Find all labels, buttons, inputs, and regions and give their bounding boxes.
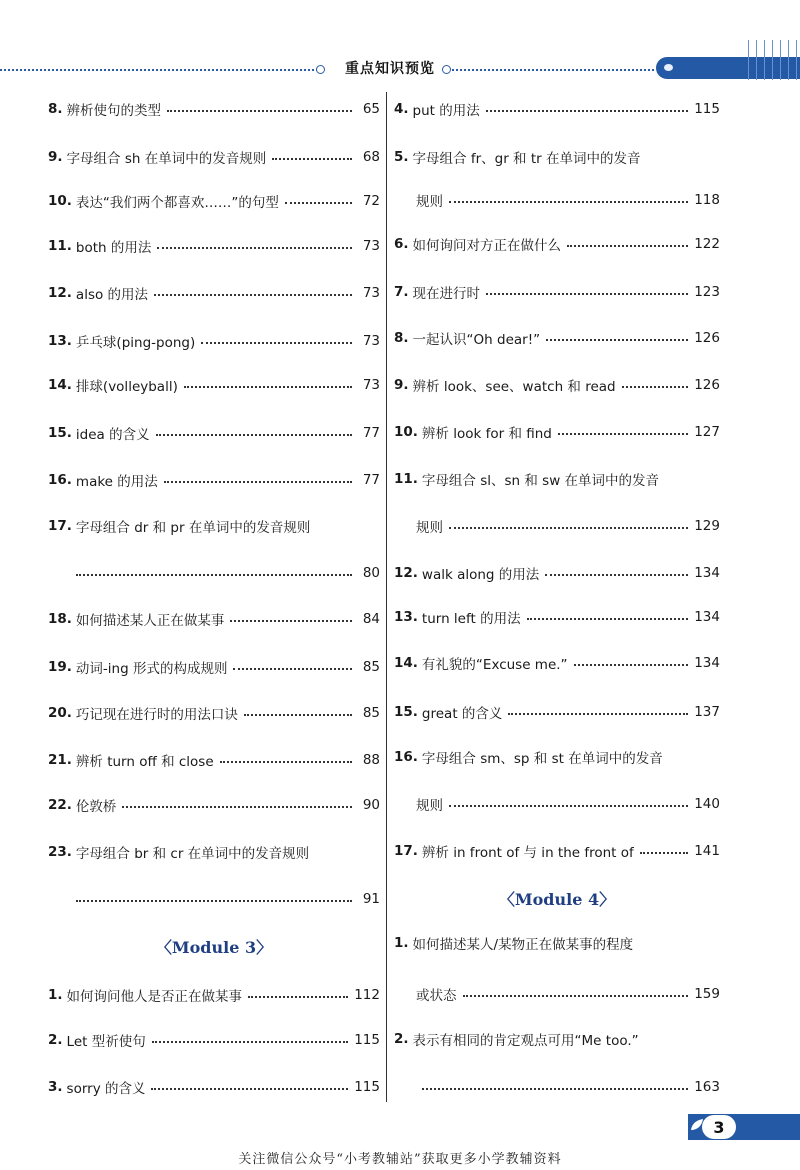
footer-note: 关注微信公众号“小考教辅站”获取更多小学教辅资料 [238,1152,562,1167]
toc-entry[interactable] [48,189,380,213]
toc-entry-page: 85 [362,705,380,721]
toc-entry-page: 90 [362,797,380,813]
dot-leader [545,574,688,576]
toc-entry-page: 129 [694,518,720,534]
toc-entry-page: 85 [362,659,380,675]
toc-entry-page: 84 [362,611,380,627]
toc-entry-page: 115 [694,101,720,117]
toc-entry-page: 134 [694,565,720,581]
dot-leader [122,806,352,808]
toc-entry-page: 77 [362,425,380,441]
toc-entry[interactable] [394,420,720,444]
dot-leader [449,527,688,529]
toc-entry[interactable] [394,931,720,955]
toc-entry-title: 字母组合 fr、gr 和 tr 在单词中的发音 [412,151,641,167]
dot-leader [449,201,688,203]
toc-entry[interactable] [48,373,380,397]
toc-entry-continuation[interactable] [48,887,380,911]
toc-entry-page: 123 [694,284,720,300]
toc-entry[interactable] [48,468,380,492]
toc-entry-number: 15. [394,704,418,720]
header-title: 重点知识预览 [345,61,435,77]
toc-entry-title: make 的用法 [75,474,158,490]
toc-entry-title: 如何询问对方正在做什么 [412,238,562,254]
toc-entry-number: 11. [48,238,72,254]
toc-entry-continuation[interactable] [394,514,720,538]
toc-entry-title: also 的用法 [75,287,149,303]
toc-entry-number: 15. [48,425,72,441]
toc-entry-title: 表达“我们两个都喜欢……”的句型 [75,195,279,211]
toc-entry[interactable] [48,97,380,121]
toc-entry[interactable] [394,373,720,397]
dot-leader [76,900,352,902]
toc-entry[interactable] [394,700,720,724]
toc-entry[interactable] [394,745,720,769]
toc-entry-number: 14. [48,377,72,393]
toc-entry-title: 表示有相同的肯定观点可用“Me too.” [412,1033,639,1049]
toc-entry-number: 13. [48,333,72,349]
toc-entry[interactable] [394,605,720,629]
page-number: 3 [702,1115,736,1139]
dot-leader [486,293,688,295]
dot-leader [156,434,352,436]
dot-leader [152,1041,349,1043]
dot-leader [244,714,352,716]
toc-entry-number: 17. [394,843,418,859]
toc-entry-page: 137 [694,704,720,720]
toc-entry[interactable] [48,1028,380,1052]
toc-entry[interactable] [48,514,380,538]
toc-entry-continuation[interactable] [394,188,720,212]
module-heading: 〈Module 3〉 [155,938,273,957]
dot-leader [422,1088,688,1090]
toc-entry-number: 14. [394,655,418,671]
toc-entry-continuation[interactable] [394,1075,720,1099]
toc-entry[interactable] [394,232,720,256]
dot-leader [558,433,688,435]
toc-entry-title: both 的用法 [75,240,152,256]
dot-leader [220,761,352,763]
toc-entry-page: 115 [354,1079,380,1095]
toc-entry-number: 23. [48,844,72,860]
header-circle-left [316,65,325,74]
toc-entry-number: 9. [48,149,63,165]
toc-entry[interactable] [48,1075,380,1099]
toc-entry-title: 规则 [416,520,443,536]
toc-entry-number: 12. [48,285,72,301]
toc-entry-title: 如何描述某人正在做某事 [75,613,225,629]
toc-entry-number: 2. [394,1031,409,1047]
toc-entry-number: 6. [394,236,409,252]
toc-entry[interactable] [48,655,380,679]
toc-entry-page: 159 [694,986,720,1002]
dot-leader [154,294,352,296]
toc-entry-page: 73 [362,333,380,349]
toc-entry-page: 88 [362,752,380,768]
toc-entry-number: 2. [48,1032,63,1048]
toc-entry-number: 13. [394,609,418,625]
dot-leader [640,852,688,854]
dot-leader [486,110,688,112]
toc-entry-number: 1. [48,987,63,1003]
toc-entry[interactable] [48,607,380,631]
dot-leader [230,620,352,622]
toc-entry-title: 或状态 [416,988,457,1004]
toc-entry-number: 18. [48,611,72,627]
toc-entry-title: 字母组合 br 和 cr 在单词中的发音规则 [75,846,310,862]
toc-entry-title: 如何询问他人是否正在做某事 [66,989,243,1005]
toc-entry-number: 10. [48,193,72,209]
toc-entry-title: 字母组合 sl、sn 和 sw 在单词中的发音 [421,473,660,489]
toc-entry-number: 3. [48,1079,63,1095]
toc-entry[interactable] [394,839,720,863]
toc-entry[interactable] [394,467,720,491]
toc-entry-title: 乒乓球(ping-pong) [75,335,196,351]
toc-entry-number: 4. [394,101,409,117]
toc-entry-title: 如何描述某人/某物正在做某事的程度 [412,937,634,953]
toc-entry-page: 68 [362,149,380,165]
toc-entry-title: 辨析 in front of 与 in the front of [421,845,634,861]
header-circle-right [442,65,451,74]
toc-entry-page: 126 [694,330,720,346]
toc-entry-number: 22. [48,797,72,813]
page-header [0,0,800,90]
toc-entry[interactable] [48,421,380,445]
header-dotted-line-right [452,69,654,71]
toc-entry-page: 91 [362,891,380,907]
toc-entry-number: 19. [48,659,72,675]
toc-entry-number: 20. [48,705,72,721]
toc-entry-number: 8. [394,330,409,346]
toc-entry-title: 巧记现在进行时的用法口诀 [75,707,238,723]
toc-entry-page: 122 [694,236,720,252]
toc-entry-continuation[interactable] [394,792,720,816]
toc-entry[interactable] [394,280,720,304]
toc-entry-title: 动词-ing 形式的构成规则 [75,661,228,677]
toc-entry-title: 辨析 turn off 和 close [75,754,214,770]
dot-leader [201,342,352,344]
toc-entry-number: 11. [394,471,418,487]
toc-entry-page: 77 [362,472,380,488]
module-heading: 〈Module 4〉 [498,890,616,909]
header-stripes [748,40,800,80]
toc-entry-number: 7. [394,284,409,300]
toc-entry-page: 80 [362,565,380,581]
toc-entry-page: 163 [694,1079,720,1095]
dot-leader [527,618,689,620]
toc-entry[interactable] [394,1027,720,1051]
dot-leader [508,713,688,715]
toc-entry-page: 118 [694,192,720,208]
dot-leader [546,339,688,341]
toc-entry-title: 辨析使句的类型 [66,103,162,119]
toc-entry[interactable] [394,651,720,675]
toc-entry-title: 有礼貌的“Excuse me.” [421,657,568,673]
toc-entry-title: great 的含义 [421,706,503,722]
toc-entry-title: walk along 的用法 [421,567,540,583]
toc-entry-number: 8. [48,101,63,117]
toc-entry[interactable] [48,701,380,725]
toc-entry[interactable] [48,748,380,772]
toc-entry-number: 10. [394,424,418,440]
toc-entry-number: 21. [48,752,72,768]
toc-entry-page: 65 [362,101,380,117]
toc-entry-title: 辨析 look、see、watch 和 read [412,379,616,395]
dot-leader [167,110,352,112]
dot-leader [164,481,352,483]
toc-entry[interactable] [48,234,380,258]
toc-entry-title: 规则 [416,798,443,814]
toc-entry[interactable] [48,281,380,305]
toc-entry-number: 1. [394,935,409,951]
toc-entry-title: put 的用法 [412,103,480,119]
dot-leader [76,574,352,576]
dot-leader [463,995,689,997]
toc-entry[interactable] [394,97,720,121]
toc-entry-page: 141 [694,843,720,859]
dot-leader [151,1088,348,1090]
dot-leader [248,996,348,998]
toc-entry-title: 现在进行时 [412,286,481,302]
toc-entry-number: 9. [394,377,409,393]
dot-leader [184,386,352,388]
toc-entry-number: 5. [394,149,409,165]
toc-entry-number: 17. [48,518,72,534]
dot-leader [285,202,352,204]
toc-entry-title: 伦敦桥 [75,799,117,815]
toc-entry-page: 127 [694,424,720,440]
dot-leader [272,158,352,160]
toc-entry-title: 规则 [416,194,443,210]
toc-entry-page: 73 [362,238,380,254]
toc-entry-title: 排球(volleyball) [75,379,178,395]
dot-leader [567,245,688,247]
toc-entry-title: Let 型祈使句 [66,1034,146,1050]
toc-entry[interactable] [48,329,380,353]
toc-entry-continuation[interactable] [394,982,720,1006]
dot-leader [157,247,352,249]
toc-entry-number: 16. [48,472,72,488]
toc-entry[interactable] [48,145,380,169]
dot-leader [622,386,689,388]
toc-entry[interactable] [48,840,380,864]
header-dotted-line-left [0,69,318,71]
toc-entry-page: 115 [354,1032,380,1048]
toc-entry-page: 73 [362,377,380,393]
toc-entry[interactable] [394,561,720,585]
toc-entry-page: 134 [694,609,720,625]
toc-entry-title: 辨析 look for 和 find [421,426,552,442]
toc-entry-page: 134 [694,655,720,671]
toc-entry-title: 一起认识“Oh dear!” [412,332,541,348]
toc-entry-number: 16. [394,749,418,765]
dot-leader [233,668,352,670]
toc-entry-title: idea 的含义 [75,427,150,443]
toc-entry-title: 字母组合 dr 和 pr 在单词中的发音规则 [75,520,311,536]
toc-entry-continuation[interactable] [48,561,380,585]
toc-entry-page: 140 [694,796,720,812]
toc-entry-page: 73 [362,285,380,301]
toc-entry-page: 112 [354,987,380,1003]
toc-entry[interactable] [48,983,380,1007]
toc-entry-title: 字母组合 sm、sp 和 st 在单词中的发音 [421,751,663,767]
dot-leader [449,805,688,807]
toc-entry-title: 字母组合 sh 在单词中的发音规则 [66,151,267,167]
toc-entry[interactable] [48,793,380,817]
toc-entry-number: 12. [394,565,418,581]
toc-entry[interactable] [394,326,720,350]
toc-entry[interactable] [394,145,720,169]
toc-entry-page: 72 [362,193,380,209]
column-divider [386,92,387,1102]
dot-leader [574,664,689,666]
toc-entry-title: turn left 的用法 [421,611,521,627]
toc-entry-page: 126 [694,377,720,393]
toc-entry-title: sorry 的含义 [66,1081,146,1097]
